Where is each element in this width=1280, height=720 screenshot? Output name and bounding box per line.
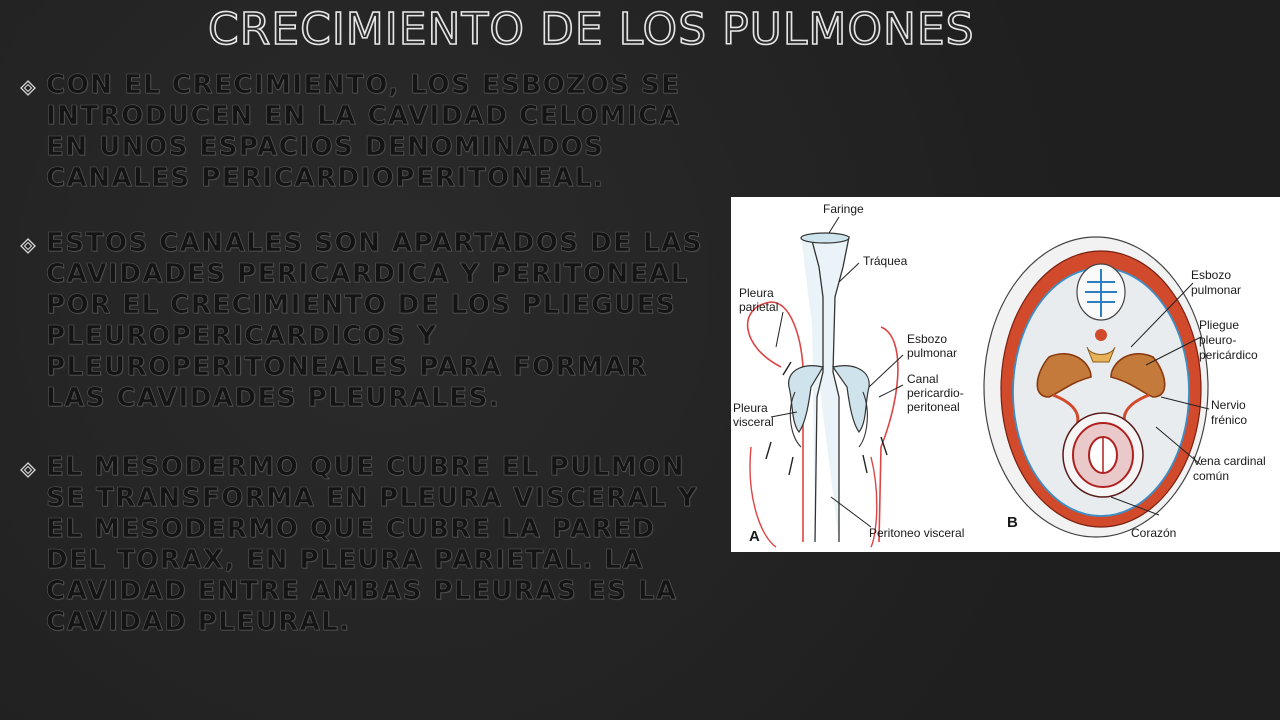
label-pleura-visceral-2: visceral bbox=[733, 415, 774, 429]
label-pleura-parietal: Pleura bbox=[739, 286, 774, 300]
label-nervio: Nervio bbox=[1211, 398, 1246, 412]
label-esbozo-a-2: pulmonar bbox=[907, 346, 958, 360]
lung-development-figure bbox=[731, 197, 1280, 552]
diamond-outline-icon bbox=[20, 238, 36, 254]
label-pliegue-3: pericárdico bbox=[1199, 348, 1258, 362]
label-vena: Vena cardinal bbox=[1193, 454, 1266, 468]
label-canal-2: pericardio- bbox=[907, 386, 964, 400]
label-panel-b: B bbox=[1007, 514, 1018, 531]
label-faringe: Faringe bbox=[823, 202, 864, 216]
bullet-list bbox=[18, 70, 718, 672]
bullet-text: CON EL CRECIMIENTO, LOS ESBOZOS SE INTRODUCEN EN LA CAVIDAD CELOMICA EN UNOS ESPACIOS DENOMINADOS CANALES PERICARDIOPERITONEAL. bbox=[46, 70, 681, 193]
embryology-diagram bbox=[731, 197, 1280, 552]
diamond-outline-icon bbox=[20, 80, 36, 96]
bullet-text: ESTOS CANALES SON APARTADOS DE LAS CAVIDADES PERICARDICA Y PERITONEAL POR EL CRECIMIENTO DE LOS PLIEGUES PLEUROPERICARDICOS Y PLEUROPERITONEALES PARA FORMAR LAS CAVIDADES PLEURALES. bbox=[46, 228, 703, 413]
label-esbozo-a: Esbozo bbox=[907, 332, 948, 346]
slide-title: CRECIMIENTO DE LOS PULMONES bbox=[208, 4, 975, 55]
label-peritoneo: Peritoneo visceral bbox=[869, 526, 965, 540]
bullet-item bbox=[18, 228, 718, 414]
label-panel-a: A bbox=[749, 528, 760, 545]
bullet-item bbox=[18, 452, 718, 638]
label-vena-2: común bbox=[1193, 469, 1230, 483]
label-pliegue: Pliegue bbox=[1199, 318, 1240, 332]
label-traquea: Tráquea bbox=[863, 254, 908, 268]
label-pleura-parietal-2: parietal bbox=[739, 300, 779, 314]
diamond-outline-icon bbox=[20, 462, 36, 478]
panel-b-drawing bbox=[984, 237, 1209, 537]
bullet-text: EL MESODERMO QUE CUBRE EL PULMON SE TRANSFORMA EN PLEURA VISCERAL Y EL MESODERMO QUE CUBRE LA PARED DEL TORAX, EN PLEURA PARIETAL. LA CAVIDAD ENTRE AMBAS PLEURAS ES LA CAVIDAD PLEURAL. bbox=[46, 452, 699, 637]
label-canal: Canal bbox=[907, 372, 939, 386]
label-pleura-visceral: Pleura bbox=[733, 401, 768, 415]
label-pliegue-2: pleuro- bbox=[1199, 333, 1237, 347]
label-nervio-2: frénico bbox=[1211, 413, 1248, 427]
bullet-item bbox=[18, 70, 718, 194]
label-corazon: Corazón bbox=[1131, 526, 1177, 540]
label-esbozo-b: Esbozo bbox=[1191, 268, 1232, 282]
label-canal-3: peritoneal bbox=[907, 400, 960, 414]
label-esbozo-b-2: pulmonar bbox=[1191, 283, 1242, 297]
